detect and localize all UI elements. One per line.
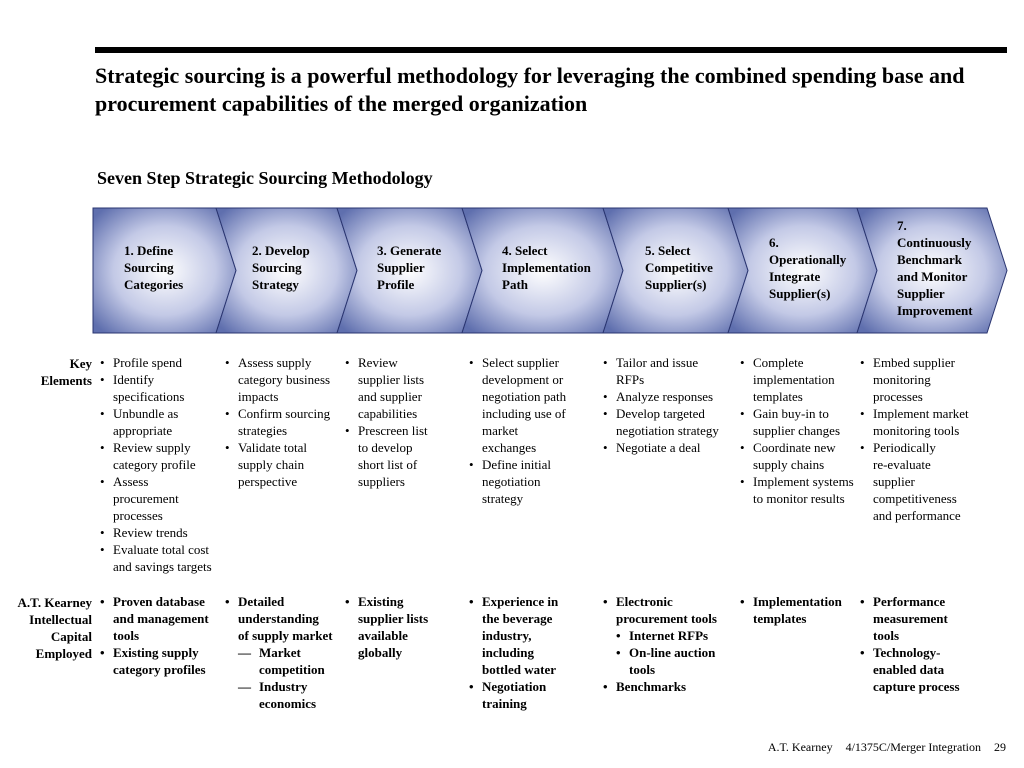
list-item: • Unbundle as appropriate	[100, 405, 224, 439]
step-label-6: 6. Operationally Integrate Supplier(s)	[769, 234, 847, 301]
list-item: • Implementation templates	[740, 593, 860, 627]
list-item: • Review trends	[100, 524, 224, 541]
key-elements-column-5	[603, 354, 738, 456]
diagram-subtitle: Seven Step Strategic Sourcing Methodology	[97, 168, 433, 188]
list-item: • Analyze responses	[603, 388, 738, 405]
list-item: • Proven database and management tools	[100, 593, 224, 644]
key-elements-column-3	[345, 354, 463, 490]
list-item: • Existing supplier lists available globally	[345, 593, 463, 661]
list-item: • Electronic procurement tools	[603, 593, 738, 627]
list-item: — Market competition	[225, 644, 345, 678]
step-label-7: 7. Continuously Benchmark and Monitor Supplier Improvement	[897, 217, 973, 318]
list-item: • Identify specifications	[100, 371, 224, 405]
list-item: • Tailor and issue RFPs	[603, 354, 738, 388]
list-item: • Review supplier lists and supplier capabilities	[345, 354, 463, 422]
list-item: • Detailed understanding of supply market	[225, 593, 345, 644]
step-label-4: 4. Select Implementation Path	[502, 243, 591, 292]
list-item: • Gain buy-in to supplier changes	[740, 405, 860, 439]
list-item: • Embed supplier monitoring processes	[860, 354, 985, 405]
list-item: • Negotiate a deal	[603, 439, 738, 456]
list-item: • Periodically re-evaluate supplier competitiveness and performance	[860, 439, 985, 524]
footer-code: 4/1375C/Merger Integration	[845, 740, 981, 754]
step-label-2: 2. Develop Sourcing Strategy	[252, 243, 310, 292]
footer-company: A.T. Kearney	[767, 740, 833, 754]
list-item: • Define initial negotiation strategy	[469, 456, 599, 507]
intellectual-capital-column-5	[603, 593, 738, 695]
list-item: • Internet RFPs	[603, 627, 738, 644]
list-item: • Confirm sourcing strategies	[225, 405, 345, 439]
list-item: • Profile spend	[100, 354, 224, 371]
list-item: — Industry economics	[225, 678, 345, 712]
list-item: • Complete implementation templates	[740, 354, 860, 405]
intellectual-capital-column-1	[100, 593, 224, 678]
key-elements-column-2	[225, 354, 345, 490]
page-headline: Strategic sourcing is a powerful methodology for leveraging the combined spending base and procurement capabilities of the merged organization	[95, 63, 965, 116]
key-elements-column-4	[469, 354, 599, 507]
step-label-5: 5. Select Competitive Supplier(s)	[645, 243, 713, 292]
footer-page-number: 29	[994, 740, 1006, 754]
list-item: • Assess supply category business impacts	[225, 354, 345, 405]
intellectual-capital-column-2	[225, 593, 345, 712]
row-label-key-elements: Key Elements	[40, 356, 92, 388]
key-elements-column-6	[740, 354, 860, 507]
list-item: • Review supply category profile	[100, 439, 224, 473]
key-elements-column-1	[100, 354, 224, 575]
list-item: • Experience in the beverage industry, including bottled water	[469, 593, 599, 678]
list-item: • Select supplier development or negotiation path including use of market exchanges	[469, 354, 599, 456]
list-item: • Develop targeted negotiation strategy	[603, 405, 738, 439]
list-item: • Benchmarks	[603, 678, 738, 695]
list-item: • Technology- enabled data capture process	[860, 644, 985, 695]
list-item: • Implement market monitoring tools	[860, 405, 985, 439]
row-label-intellectual-capital: A.T. Kearney Intellectual Capital Employed	[17, 595, 92, 661]
list-item: • Negotiation training	[469, 678, 599, 712]
footer	[758, 740, 1006, 755]
list-item: • Existing supply category profiles	[100, 644, 224, 678]
intellectual-capital-column-4	[469, 593, 599, 712]
list-item: • Performance measurement tools	[860, 593, 985, 644]
list-item: • Implement systems to monitor results	[740, 473, 860, 507]
step-label-3: 3. Generate Supplier Profile	[377, 243, 442, 292]
step-label-1: 1. Define Sourcing Categories	[124, 243, 184, 292]
intellectual-capital-column-3	[345, 593, 463, 661]
list-item: • Evaluate total cost and savings targets	[100, 541, 224, 575]
list-item: • Coordinate new supply chains	[740, 439, 860, 473]
list-item: • Validate total supply chain perspective	[225, 439, 345, 490]
list-item: • On-line auction tools	[603, 644, 738, 678]
list-item: • Assess procurement processes	[100, 473, 224, 524]
intellectual-capital-column-7	[860, 593, 985, 695]
list-item: • Prescreen list to develop short list of suppliers	[345, 422, 463, 490]
intellectual-capital-column-6	[740, 593, 860, 627]
key-elements-column-7	[860, 354, 985, 524]
